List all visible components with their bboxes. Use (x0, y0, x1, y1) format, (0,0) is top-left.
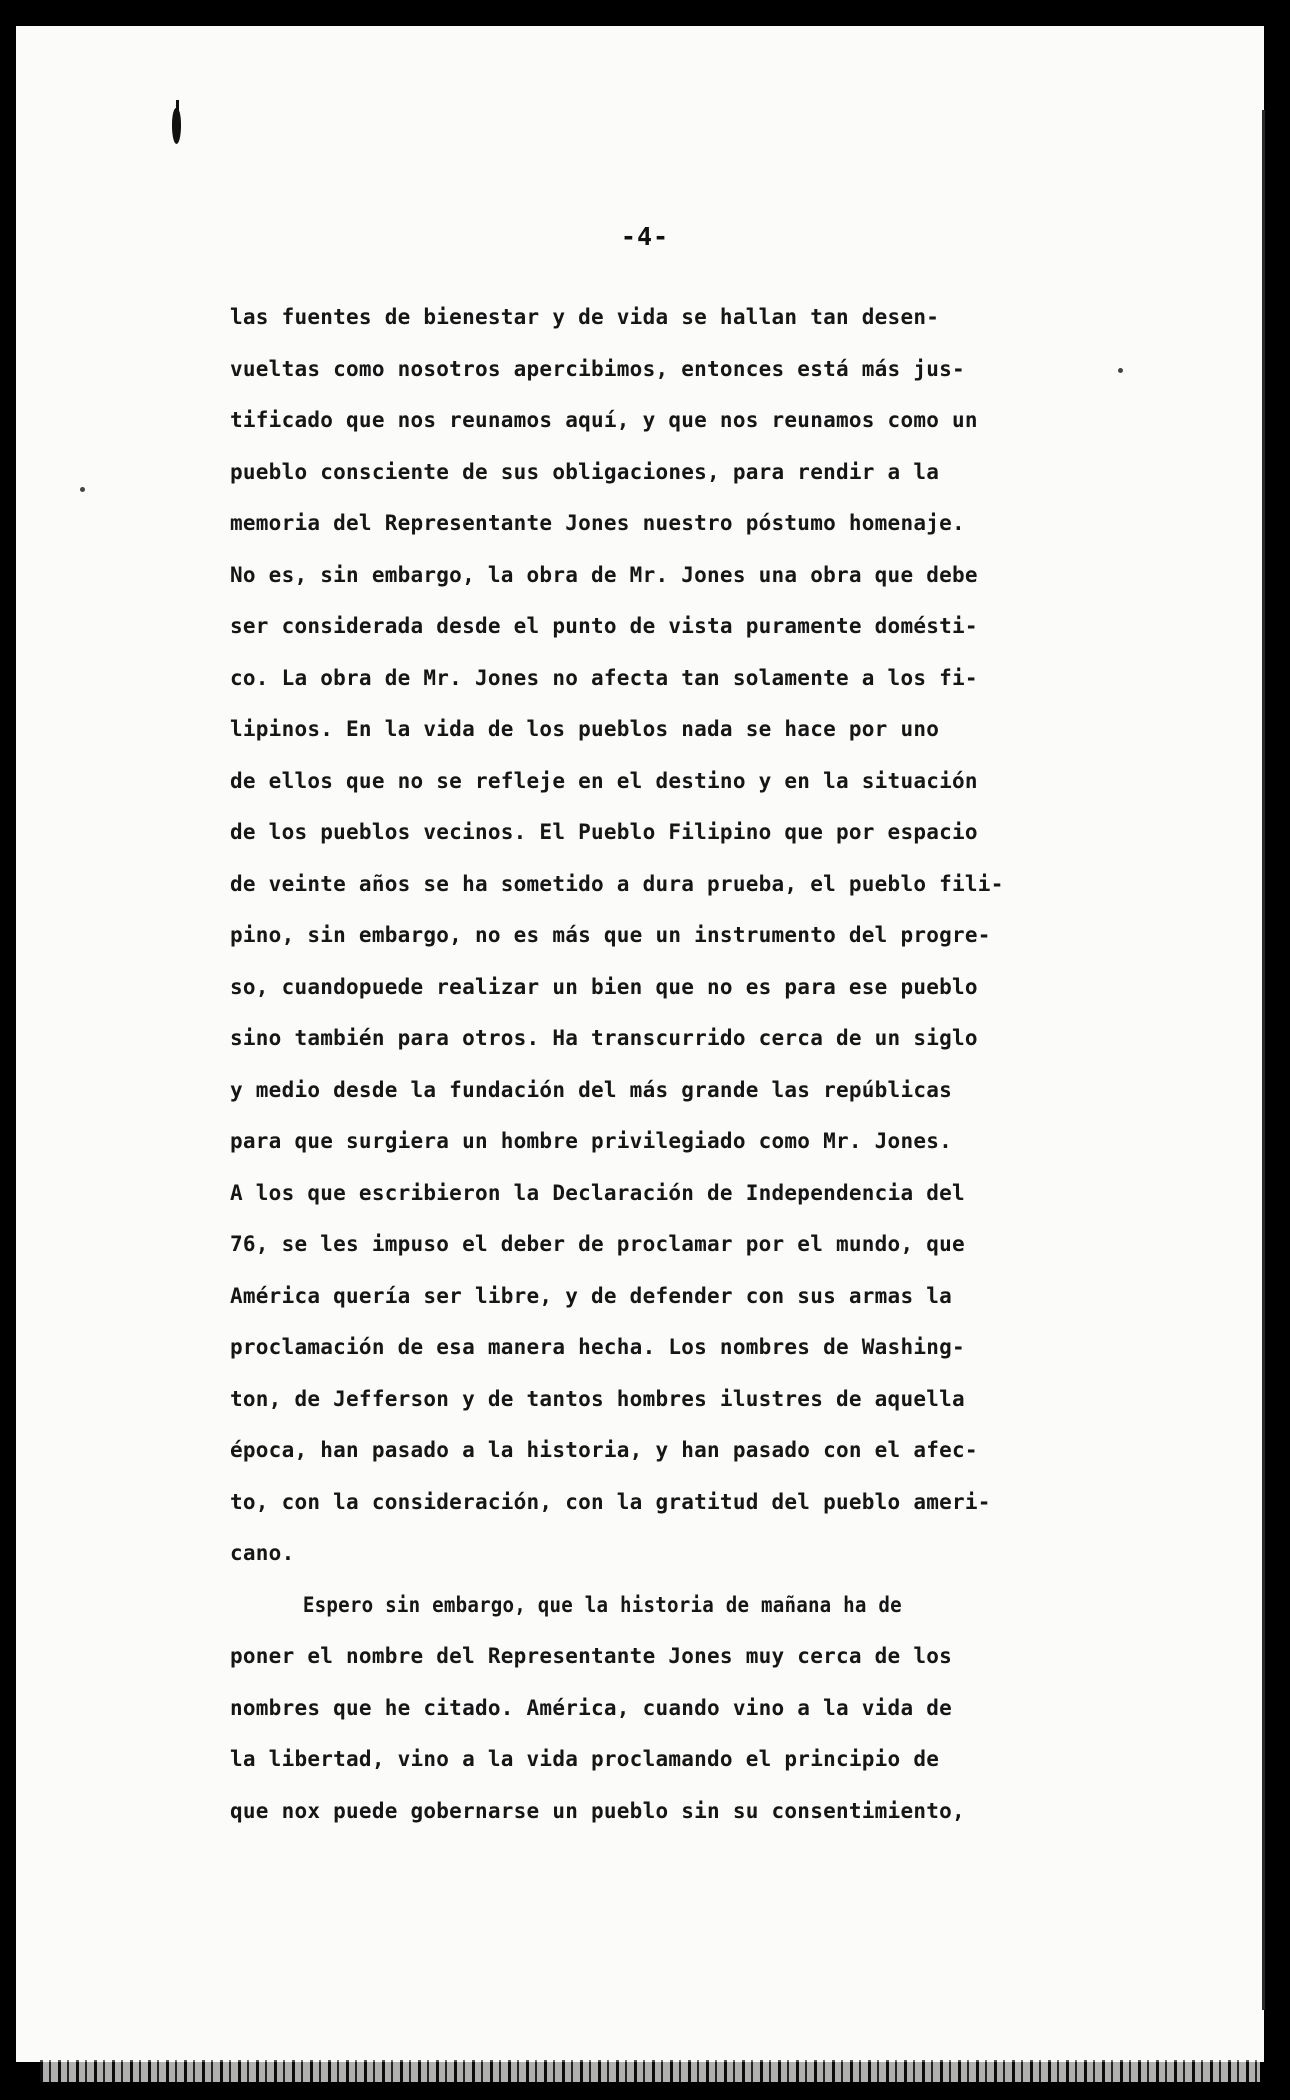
text-line: lipinos. En la vida de los pueblos nada se hace por uno (230, 717, 940, 741)
text-line: vueltas como nosotros apercibimos, entonces está más jus- (230, 356, 965, 381)
text-line: pino, sin embargo, no es más que un instrumento del progre- (230, 923, 991, 947)
text-line: ton, de Jefferson y de tantos hombres ilustres de aquella (230, 1386, 965, 1411)
body-text (230, 292, 1130, 1837)
scan-edge-line (1262, 110, 1265, 2010)
text-line: nombres que he citado. América, cuando vino a la vida de (230, 1695, 953, 1720)
text-line: de los pueblos vecinos. El Pueblo Filipino que por espacio (230, 820, 978, 844)
ink-mark (172, 108, 181, 144)
text-line: las fuentes de bienestar y de vida se hallan tan desen- (230, 305, 940, 329)
text-line: que nox puede gobernarse un pueblo sin su consentimiento, (230, 1798, 965, 1823)
text-line: memoria del Representante Jones nuestro póstumo homenaje. (230, 511, 965, 535)
text-line: poner el nombre del Representante Jones muy cerca de los (230, 1644, 953, 1668)
ink-speck (80, 487, 85, 492)
text-line: A los que escribieron la Declaración de Independencia del (230, 1180, 965, 1205)
text-line: de veinte años se ha sometido a dura prueba, el pueblo fili- (230, 871, 1004, 896)
text-line: pueblo consciente de sus obligaciones, para rendir a la (230, 459, 940, 484)
scan-bottom-edge (40, 2060, 1260, 2082)
text-line: to, con la consideración, con la gratitud del pueblo ameri- (230, 1489, 991, 1514)
text-line: tificado que nos reunamos aquí, y que nos reunamos como un (230, 408, 978, 432)
text-line: y medio desde la fundación del más grande las repúblicas (230, 1077, 953, 1102)
text-line: No es, sin embargo, la obra de Mr. Jones una obra que debe (230, 562, 978, 587)
text-line: para que surgiera un hombre privilegiado como Mr. Jones. (230, 1129, 953, 1153)
text-line: época, han pasado a la historia, y han pasado con el afec- (230, 1438, 978, 1462)
page-number: -4- (620, 222, 670, 251)
text-line: la libertad, vino a la vida proclamando el principio de (230, 1747, 940, 1771)
text-line: de ellos que no se refleje en el destino y en la situación (230, 768, 978, 793)
text-line: sino también para otros. Ha transcurrido cerca de un siglo (230, 1026, 978, 1050)
text-line: 76, se les impuso el deber de proclamar por el mundo, que (230, 1232, 965, 1256)
scan-border-right (1264, 0, 1290, 2100)
text-line: América quería ser libre, y de defender con sus armas la (230, 1283, 953, 1308)
text-line: ser considerada desde el punto de vista puramente domésti- (230, 614, 978, 638)
text-line: cano. (230, 1541, 295, 1565)
text-line: proclamación de esa manera hecha. Los nombres de Washing- (230, 1335, 965, 1359)
text-line: co. La obra de Mr. Jones no afecta tan solamente a los fi- (230, 665, 978, 690)
text-line: Espero sin embargo, que la historia de mañana ha de (302, 1592, 902, 1617)
text-line: so, cuandopuede realizar un bien que no es para ese pueblo (230, 974, 978, 999)
